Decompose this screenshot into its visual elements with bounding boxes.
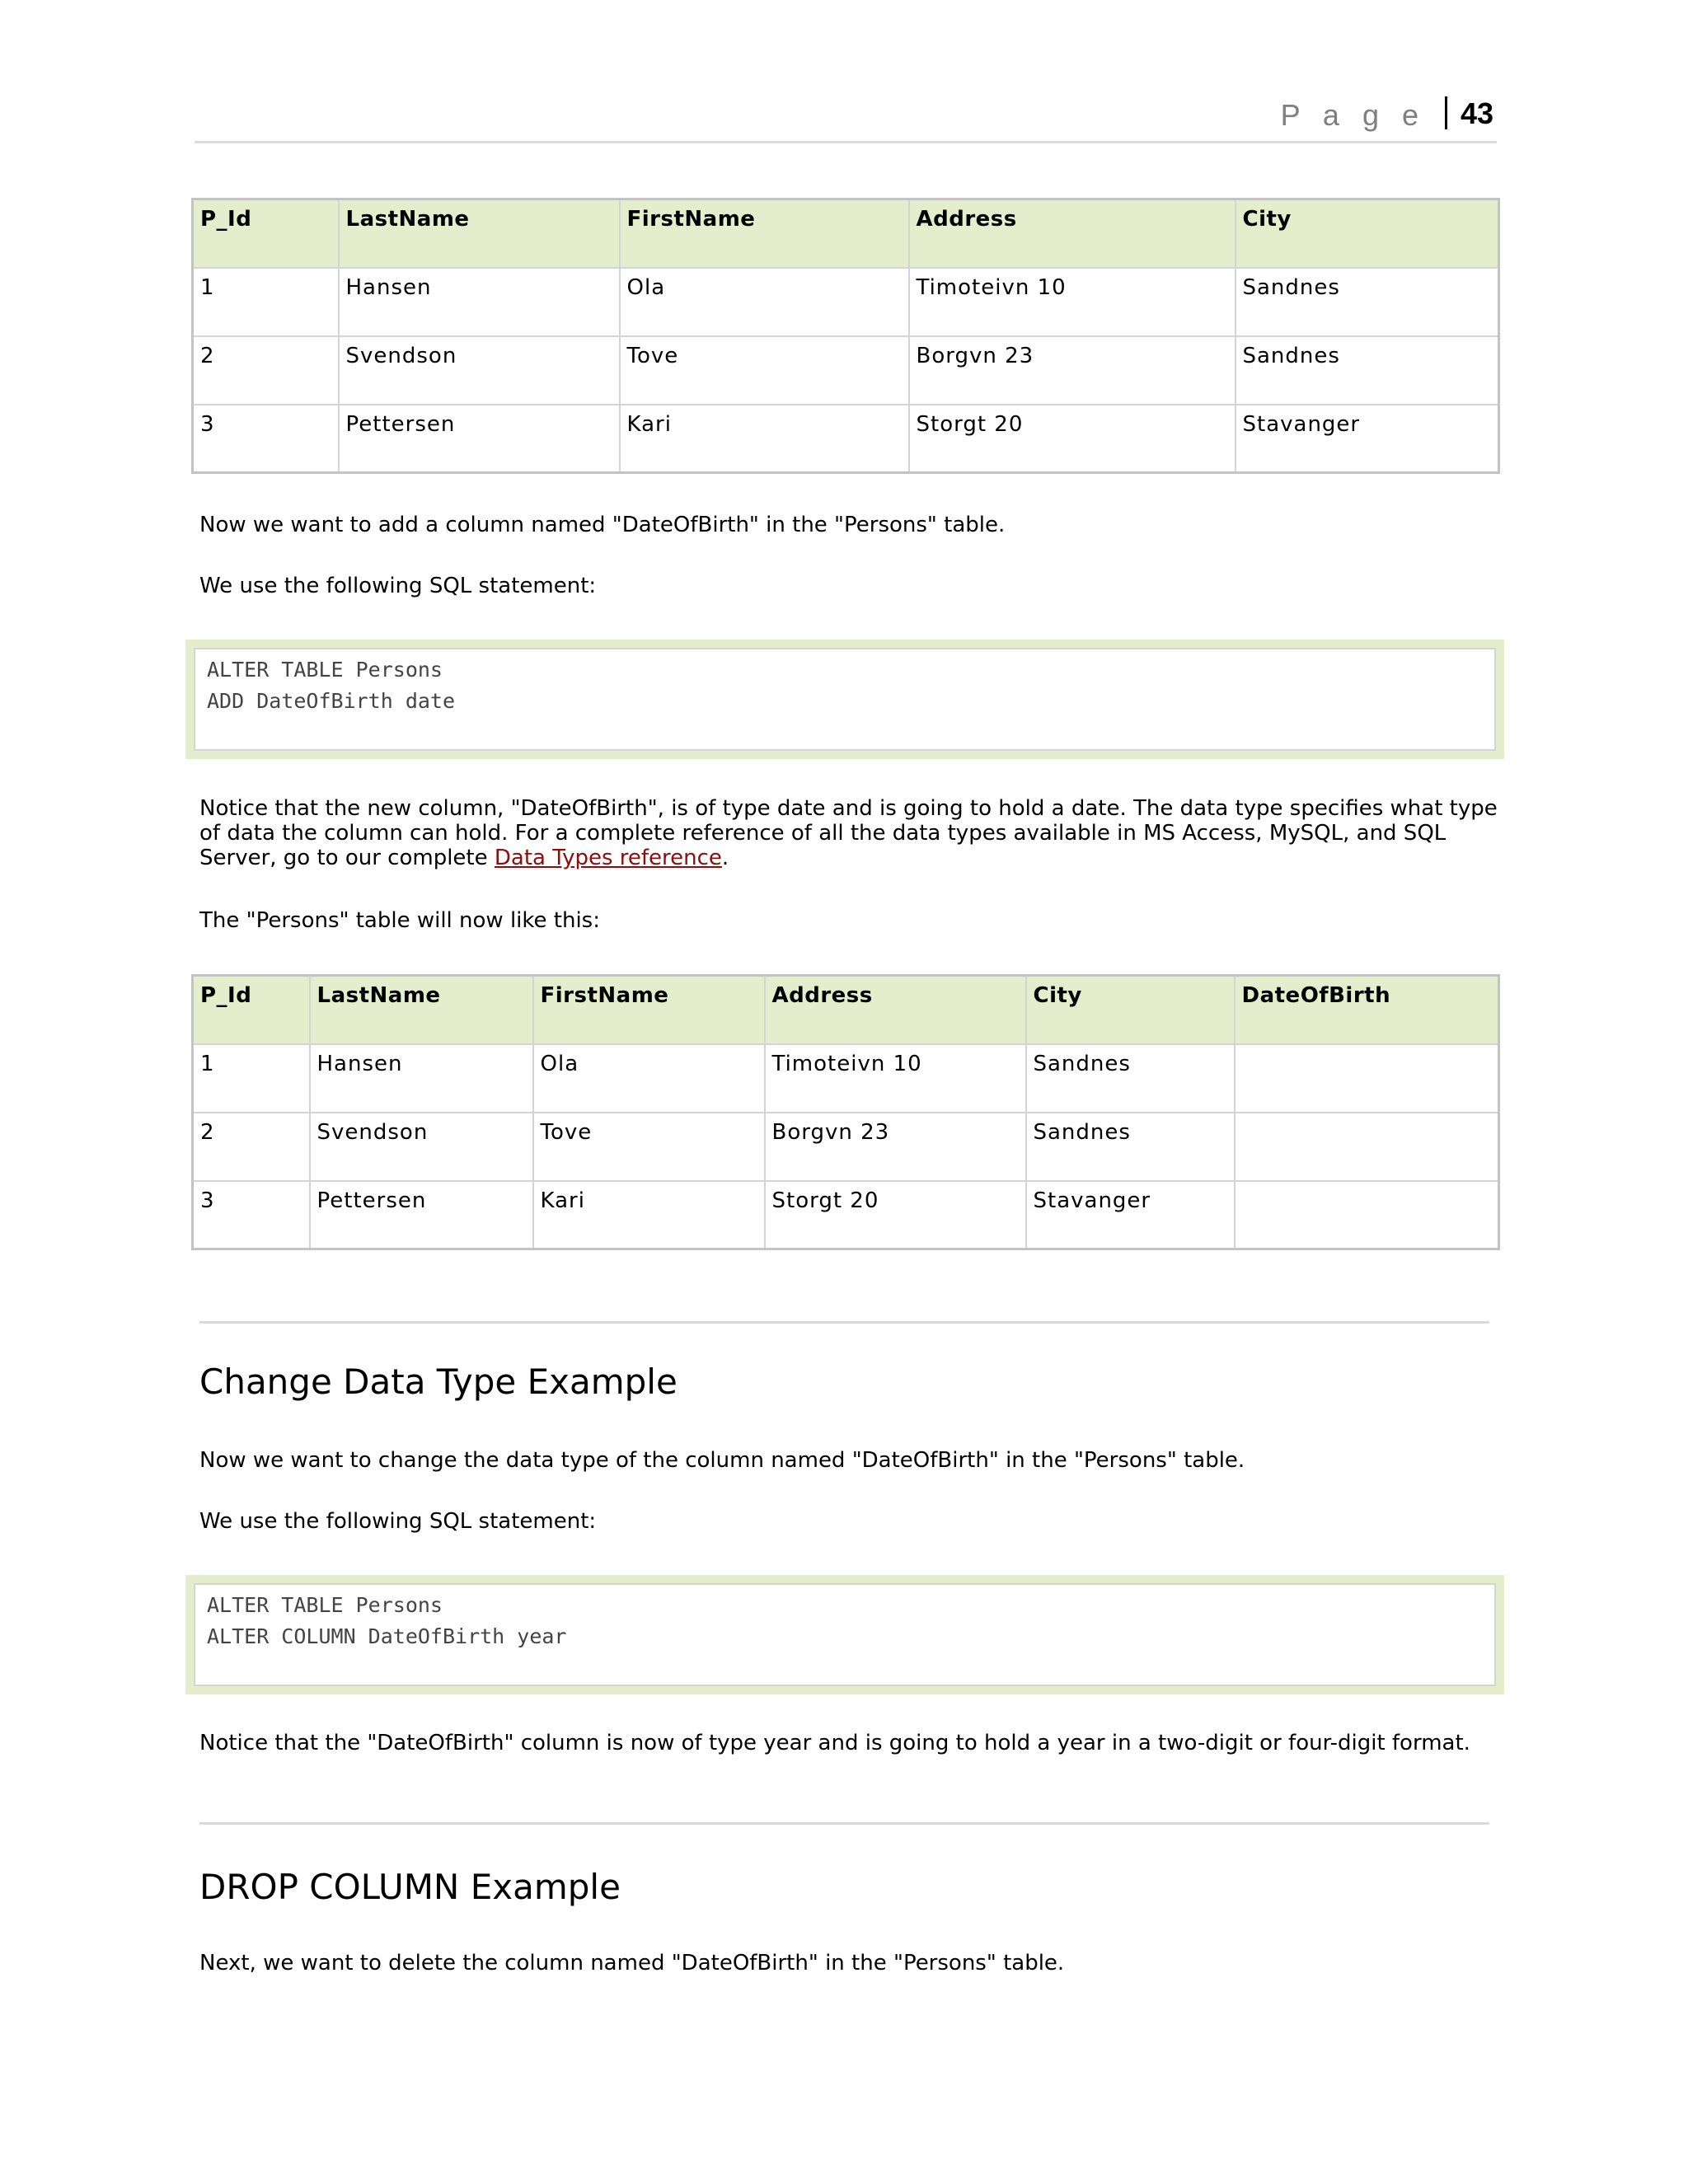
column-header-address: Address [765, 976, 1026, 1044]
table-cell: 1 [193, 268, 339, 336]
column-header-dateofbirth: DateOfBirth [1235, 976, 1499, 1044]
page-number: 43 [1460, 96, 1493, 130]
paragraph-add-column: Now we want to add a column named "DateOfBirth" in the "Persons" table. [199, 513, 1006, 537]
persons-table-with-dateofbirth [191, 974, 1500, 1250]
table-row [193, 268, 1499, 336]
page-header [195, 95, 1497, 143]
table-cell: Tove [620, 336, 909, 405]
section-divider [199, 1822, 1489, 1825]
page-label: P a g e [1280, 98, 1426, 132]
table-cell [1235, 1181, 1499, 1249]
heading-change-data-type: Change Data Type Example [199, 1361, 678, 1402]
table-cell: Stavanger [1026, 1181, 1235, 1249]
column-header-city: City [1026, 976, 1235, 1044]
column-header-lastname: LastName [310, 976, 533, 1044]
table-cell: Hansen [339, 268, 620, 336]
code-example-add-column [185, 640, 1504, 759]
table-cell: 2 [193, 1113, 310, 1181]
table-cell: Ola [620, 268, 909, 336]
code-line: ALTER TABLE Persons [207, 658, 443, 682]
heading-drop-column: DROP COLUMN Example [199, 1867, 621, 1907]
code-block [194, 1583, 1496, 1686]
code-block [194, 648, 1496, 751]
table-row [193, 1181, 1499, 1249]
table-cell: Pettersen [339, 405, 620, 473]
column-header-firstname: FirstName [620, 199, 909, 268]
column-header-p-id: P_Id [193, 199, 339, 268]
paragraph-use-sql: We use the following SQL statement: [199, 1509, 597, 1534]
table-cell: Ola [533, 1044, 765, 1113]
notice-text: Notice that the new column, "DateOfBirth", is of type date and is going to hold a date. The data type specifies what type of data the column can hold. For a complete reference of all the data types available in MS Access, MySQL, and SQL Server, go to our complete [199, 796, 1498, 870]
table-cell: Storgt 20 [909, 405, 1236, 473]
column-header-lastname: LastName [339, 199, 620, 268]
table-cell [1235, 1113, 1499, 1181]
page-separator [1445, 96, 1447, 129]
table-cell: Sandnes [1236, 268, 1499, 336]
table-cell: Kari [620, 405, 909, 473]
code-line: ALTER TABLE Persons [207, 1593, 443, 1617]
table-cell: Timoteivn 10 [765, 1044, 1026, 1113]
code-line: ALTER COLUMN DateOfBirth year [207, 1624, 567, 1648]
table-cell: Borgvn 23 [909, 336, 1236, 405]
paragraph-notice-year: Notice that the "DateOfBirth" column is now of type year and is going to hold a year in a two-digit or four-digit format. [199, 1731, 1470, 1755]
persons-table-original [191, 198, 1500, 474]
paragraph-use-sql: We use the following SQL statement: [199, 574, 597, 598]
table-cell: Timoteivn 10 [909, 268, 1236, 336]
code-line: ADD DateOfBirth date [207, 689, 456, 713]
table-cell: Sandnes [1026, 1044, 1235, 1113]
table-header-row [193, 199, 1499, 268]
column-header-p-id: P_Id [193, 976, 310, 1044]
column-header-address: Address [909, 199, 1236, 268]
section-divider [199, 1321, 1489, 1324]
notice-tail: . [721, 846, 729, 870]
table-cell: Borgvn 23 [765, 1113, 1026, 1181]
column-header-city: City [1236, 199, 1499, 268]
table-row [193, 405, 1499, 473]
data-types-reference-link[interactable]: Data Types reference [494, 846, 722, 870]
paragraph-notice-date [199, 796, 1502, 870]
table-header-row [193, 976, 1499, 1044]
paragraph-change-type: Now we want to change the data type of the column named "DateOfBirth" in the "Persons" table. [199, 1448, 1245, 1473]
column-header-firstname: FirstName [533, 976, 765, 1044]
table-cell: Svendson [339, 336, 620, 405]
table-cell: Stavanger [1236, 405, 1499, 473]
table-cell: Kari [533, 1181, 765, 1249]
table-cell: Tove [533, 1113, 765, 1181]
table-row [193, 1044, 1499, 1113]
table-cell: Svendson [310, 1113, 533, 1181]
table-cell: Pettersen [310, 1181, 533, 1249]
table-row [193, 1113, 1499, 1181]
code-example-alter-column [185, 1575, 1504, 1694]
table-cell: Sandnes [1236, 336, 1499, 405]
table-cell: Sandnes [1026, 1113, 1235, 1181]
table-cell: 3 [193, 405, 339, 473]
table-row [193, 336, 1499, 405]
table-cell: 1 [193, 1044, 310, 1113]
table-cell: Storgt 20 [765, 1181, 1026, 1249]
table-cell: 3 [193, 1181, 310, 1249]
paragraph-table-now: The "Persons" table will now like this: [199, 908, 600, 933]
table-cell: 2 [193, 336, 339, 405]
paragraph-drop-column: Next, we want to delete the column named "DateOfBirth" in the "Persons" table. [199, 1951, 1065, 1975]
table-cell [1235, 1044, 1499, 1113]
table-cell: Hansen [310, 1044, 533, 1113]
